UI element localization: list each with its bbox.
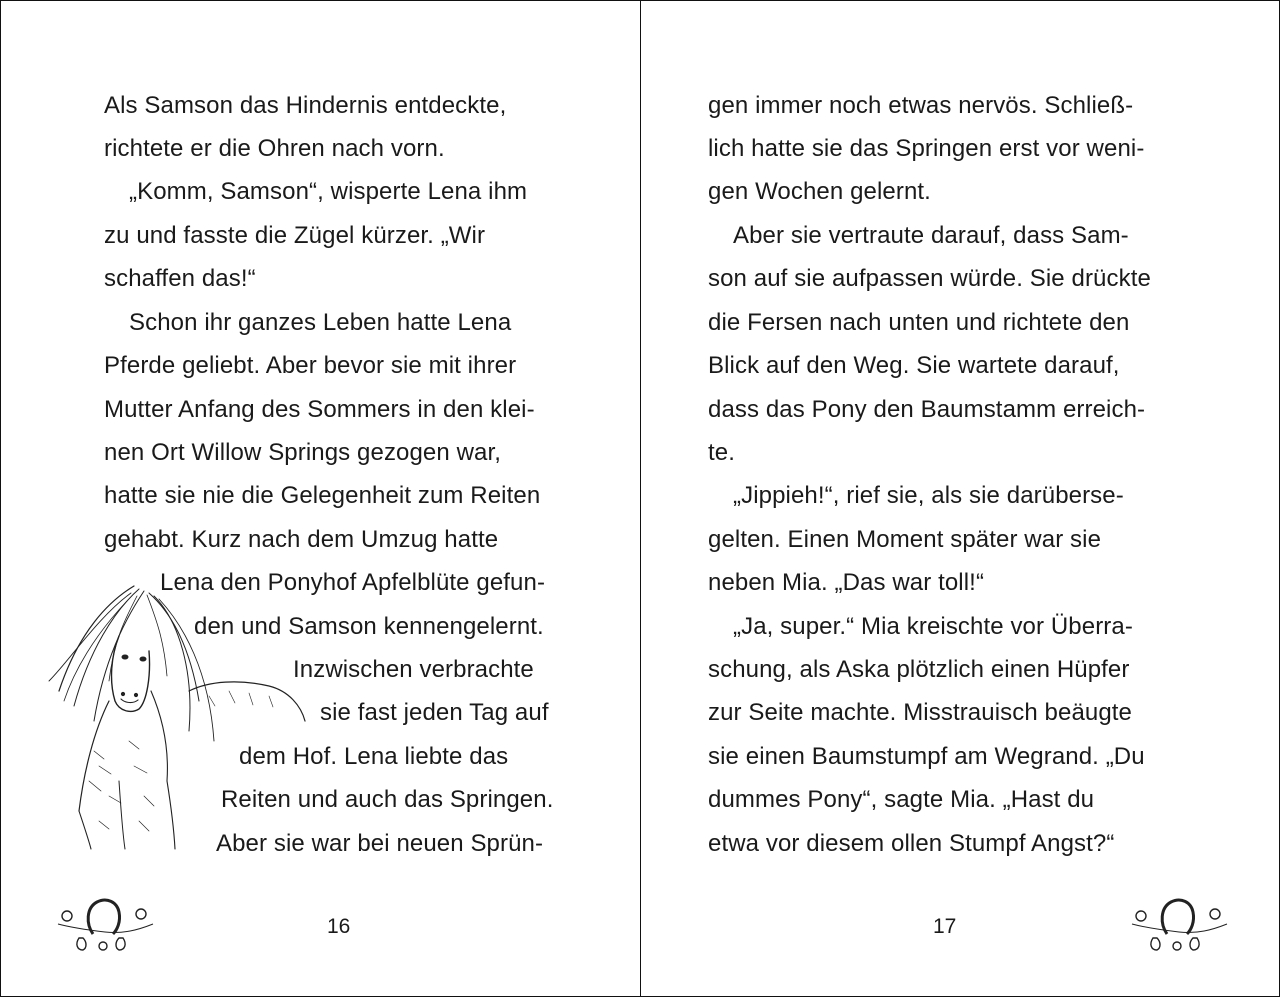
text-line: dem Hof. Lena liebte das	[239, 743, 509, 770]
text-line: den und Samson kennengelernt.	[194, 613, 544, 640]
text-line: Blick auf den Weg. Sie wartete darauf,	[708, 352, 1120, 379]
pony-illustration	[39, 581, 309, 851]
text-line: nen Ort Willow Springs gezogen war,	[104, 439, 502, 466]
right-page	[640, 0, 1280, 997]
text-line: zu und fasste die Zügel kürzer. „Wir	[104, 222, 486, 249]
text-line: Mutter Anfang des Sommers in den klei-	[104, 396, 535, 423]
text-line: Als Samson das Hindernis entdeckte,	[104, 92, 507, 119]
text-line: Schon ihr ganzes Leben hatte Lena	[129, 309, 512, 336]
text-line: Inzwischen verbrachte	[293, 656, 534, 683]
text-line: „Jippieh!“, rief sie, als sie darüberse-	[733, 482, 1124, 509]
text-line: gen immer noch etwas nervös. Schließ-	[708, 92, 1134, 119]
text-line: dass das Pony den Baumstamm erreich-	[708, 396, 1146, 423]
text-line: gehabt. Kurz nach dem Umzug hatte	[104, 526, 499, 553]
text-line: son auf sie aufpassen würde. Sie drückte	[708, 265, 1151, 292]
text-line: gen Wochen gelernt.	[708, 178, 931, 205]
text-line: die Fersen nach unten und richtete den	[708, 309, 1130, 336]
text-line: Reiten und auch das Springen.	[221, 786, 554, 813]
text-line: etwa vor diesem ollen Stumpf Angst?“	[708, 830, 1115, 857]
page-number: 16	[327, 915, 351, 938]
text-line: neben Mia. „Das war toll!“	[708, 569, 985, 596]
text-line: dummes Pony“, sagte Mia. „Hast du	[708, 786, 1095, 813]
text-line: richtete er die Ohren nach vorn.	[104, 135, 445, 162]
text-line: te.	[708, 439, 735, 466]
text-line: „Ja, super.“ Mia kreischte vor Überra-	[733, 613, 1133, 640]
text-line: sie fast jeden Tag auf	[320, 699, 549, 726]
text-line: sie einen Baumstumpf am Wegrand. „Du	[708, 743, 1145, 770]
horseshoe-flower-ornament	[53, 894, 157, 956]
text-line: gelten. Einen Moment später war sie	[708, 526, 1102, 553]
text-line: Lena den Ponyhof Apfelblüte gefun-	[160, 569, 546, 596]
text-line: schaffen das!“	[104, 265, 256, 292]
text-line: zur Seite machte. Misstrauisch beäugte	[708, 699, 1132, 726]
text-line: Aber sie vertraute darauf, dass Sam-	[733, 222, 1129, 249]
text-line: Aber sie war bei neuen Sprün-	[216, 830, 544, 857]
text-line: schung, als Aska plötzlich einen Hüpfer	[708, 656, 1130, 683]
text-line: hatte sie nie die Gelegenheit zum Reiten	[104, 482, 541, 509]
text-line: lich hatte sie das Springen erst vor weni-	[708, 135, 1145, 162]
horseshoe-flower-ornament	[1127, 894, 1231, 956]
text-line: „Komm, Samson“, wisperte Lena ihm	[129, 178, 528, 205]
page-number: 17	[933, 915, 957, 938]
text-line: Pferde geliebt. Aber bevor sie mit ihrer	[104, 352, 517, 379]
left-page	[0, 0, 641, 997]
